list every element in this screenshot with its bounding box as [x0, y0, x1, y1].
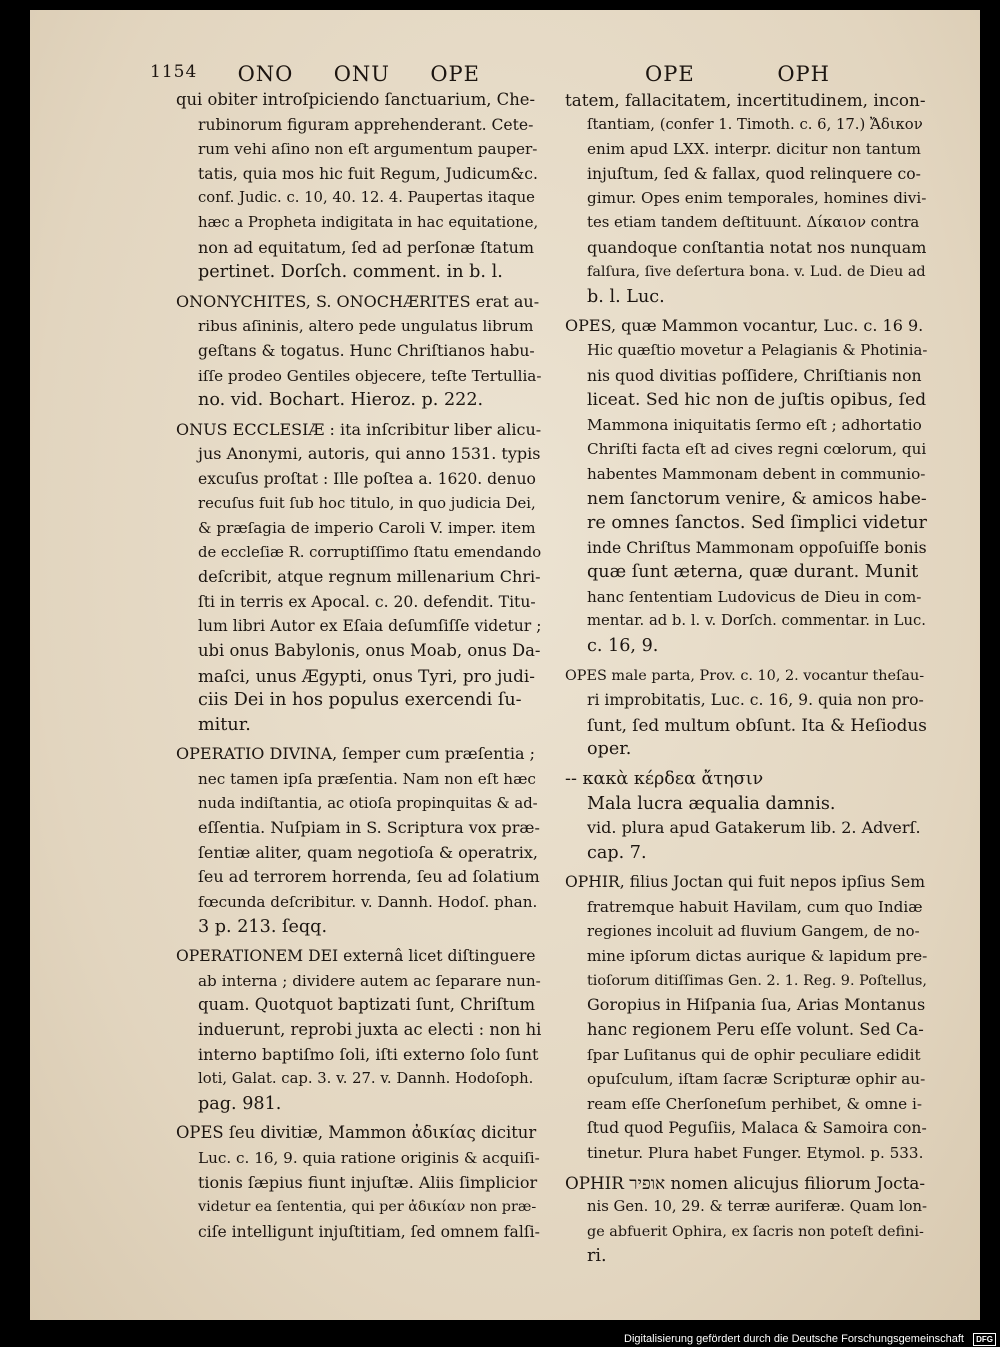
text-line: interno baptiſmo ſoli, iſti externo ſolo ſunt — [198, 1044, 539, 1064]
text-line: liceat. Sed hic non de juſtis opibus, ſed — [587, 390, 927, 411]
text-line: rubinorum figuram apprehenderant. Cete- — [198, 115, 534, 134]
text-line: ab interna ; dividere autem ac ſeparare nun- — [198, 971, 541, 990]
text-line: 3 p. 213. ſeqq. — [198, 916, 328, 937]
text-line: Hic quæſtio movetur a Pelagianis & Photinia- — [587, 341, 927, 359]
text-line: ri improbitatis, Luc. c. 16, 9. quia non pro- — [587, 691, 924, 710]
text-line: jus Anonymi, autoris, qui anno 1531. typis — [198, 444, 541, 464]
text-line: ſentiæ aliter, quam negotioſa & operatrix, — [198, 842, 538, 862]
text-line: ONONYCHITES, S. ONOCHÆRITES erat au- — [176, 291, 540, 311]
text-line: recuſus fuit ſub hoc titulo, in quo judicia Dei, — [198, 494, 536, 512]
dictionary-entry — [565, 767, 927, 865]
text-line: eſſentia. Nuſpiam in S. Scriptura vox præ- — [198, 818, 540, 838]
text-line: fratremque habuit Havilam, cum quo Indiæ — [587, 898, 923, 916]
text-line: nuda indiſtantia, ac otioſa propinquitas & ad- — [198, 794, 538, 812]
text-line: ſunt, ſed multum obſunt. Ita & Heſiodus — [587, 714, 927, 735]
text-line: pertinet. Dorſch. comment. in b. l. — [198, 262, 503, 283]
text-line: tionis ſæpius fiunt injuſtæ. Aliis ſimplicior — [198, 1172, 538, 1192]
dictionary-entry — [176, 742, 541, 939]
text-line: geſtans & togatus. Hunc Chriſtianos habu- — [198, 341, 535, 360]
text-line: hanc regionem Peru eſſe volunt. Sed Ca- — [587, 1019, 924, 1039]
text-line: habentes Mammonam debent in communio- — [587, 464, 926, 483]
text-line: hæc a Propheta indigitata in hac equitatione, — [198, 213, 539, 231]
text-line: Goropius in Hiſpania ſua, Arias Montanus — [587, 995, 926, 1015]
header-word: ONO — [237, 62, 294, 86]
dictionary-entry — [176, 1121, 541, 1244]
header-word: OPH — [777, 62, 830, 86]
text-line: Luc. c. 16, 9. quia ratione originis & acquiſi- — [198, 1148, 540, 1167]
text-line: loti, Galat. cap. 3. v. 27. v. Dannh. Hodoſoph. — [198, 1070, 534, 1088]
text-line: induerunt, reprobi juxta ac electi : non hi — [198, 1019, 541, 1039]
text-line: ſtantiam, (confer 1. Timoth. c. 6, 17.) Ἄδικον — [587, 115, 923, 133]
text-line: OPES, quæ Mammon vocantur, Luc. c. 16 9. — [565, 316, 924, 336]
text-line: OPHIR, filius Joctan qui fuit nepos ipſius Sem — [565, 873, 926, 892]
text-line: tioſorum ditiſſimas Gen. 2. 1. Reg. 9. Poſtellus, — [587, 972, 927, 989]
text-line: tatis, quia mos hic fuit Regum, Judicum&c. — [198, 164, 538, 183]
text-line: ciis Dei in hos populus exercendi ſu- — [198, 690, 522, 711]
text-line: falſura, ſive deſertura bona. v. Lud. de Dieu ad — [587, 264, 926, 281]
text-line: deſcribit, atque regnum millenarium Chri- — [198, 567, 541, 587]
text-line: ribus aſininis, altero pede ungulatus librum — [198, 317, 534, 336]
header-word: OPE — [430, 62, 480, 86]
dictionary-entry — [565, 870, 927, 1165]
text-line: & præſagia de imperio Caroli V. imper. item — [198, 519, 536, 538]
text-line: no. vid. Bochart. Hieroz. p. 222. — [198, 390, 484, 411]
text-line: Mala lucra æqualia damnis. — [587, 793, 836, 814]
text-line: conf. Judic. c. 10, 40. 12. 4. Paupertas itaque — [198, 189, 535, 207]
dictionary-entry — [565, 314, 927, 658]
text-line: videtur ea ſententia, qui per ἀδικίαν non præ- — [198, 1199, 537, 1216]
dfg-logo: DFG — [973, 1333, 996, 1346]
text-line: oper. — [587, 739, 632, 760]
text-line: nis Gen. 10, 29. & terræ auriferæ. Quam lon- — [587, 1198, 927, 1216]
text-line: iſſe prodeo Gentiles objecere, teſte Tertullia- — [198, 366, 541, 385]
text-line: Mammona iniquitatis ſermo eſt ; adhortatio — [587, 415, 922, 434]
dictionary-entry — [176, 290, 541, 413]
text-line: ream eſſe Cherſoneſum perhibet, & omne i- — [587, 1094, 922, 1113]
text-line: opuſculum, iſtam ſacræ Scripturæ ophir au- — [587, 1070, 926, 1089]
text-line: regiones incoluit ad fluvium Gangem, de no- — [587, 922, 920, 940]
right-text-column — [565, 88, 927, 1274]
text-line: tatem, fallacitatem, incertitudinem, incon- — [565, 90, 926, 110]
text-line: ſtud quod Peguſiis, Malaca & Samoira con- — [587, 1119, 927, 1138]
text-line: OPERATIO DIVINA, ſemper cum præſentia ; — [176, 744, 535, 764]
digitization-footer — [0, 1331, 1000, 1347]
dictionary-entry — [176, 944, 541, 1116]
text-line: inde Chriſtus Mammonam oppoſuiſſe bonis — [587, 538, 927, 557]
text-line: OPES ſeu divitiæ, Mammon ἀδικίας dicitur — [176, 1123, 537, 1143]
left-text-column — [176, 88, 541, 1249]
dictionary-entry — [565, 664, 927, 762]
text-line: vid. plura apud Gatakerum lib. 2. Adverſ. — [587, 818, 921, 838]
text-line: ſti in terris ex Apocal. c. 20. defendit. Titu- — [198, 592, 536, 611]
text-line: ubi onus Babylonis, onus Moab, onus Da- — [198, 641, 541, 661]
text-line: cap. 7. — [587, 842, 647, 863]
text-line: enim apud LXX. interpr. dicitur non tantum — [587, 140, 921, 159]
text-line: OPES male parta, Prov. c. 10, 2. vocantur theſau- — [565, 667, 925, 684]
text-line: maſci, unus Ægypti, onus Tyri, pro judi- — [198, 665, 535, 686]
text-line: nem ſanctorum venire, & amicos habe- — [587, 488, 927, 509]
text-line: ſpar Luſitanus qui de ophir peculiare edidit — [587, 1045, 921, 1064]
text-line: non ad equitatum, ſed ad perſonæ ſtatum — [198, 237, 535, 257]
text-line: qui obiter introſpiciendo ſanctuarium, Che- — [176, 90, 535, 109]
text-line: tinetur. Plura habet Funger. Etymol. p. 533. — [587, 1143, 924, 1162]
text-line: ge abfuerit Ophira, ex ſacris non poteſt defini- — [587, 1223, 924, 1240]
text-line: quandoque conſtantia notat nos nunquam — [587, 237, 927, 257]
text-line: fœcunda deſcribitur. v. Dannh. Hodoſ. phan. — [198, 893, 538, 911]
text-line: nis quod divitias poſſidere, Chriſtianis non — [587, 366, 922, 385]
text-line: lum libri Autor ex Eſaia deſumſiſſe videtur ; — [198, 617, 541, 636]
dictionary-entry — [565, 88, 927, 309]
text-line: mitur. — [198, 714, 251, 735]
text-line: OPHIR אופיר nomen alicujus filiorum Jocta- — [565, 1172, 925, 1193]
text-line: ciſe intelligunt injuſtitiam, ſed omnem falſi- — [198, 1222, 540, 1241]
footer-credit: Digitalisierung gefördert durch die Deutsche Forschungsgemeinschaft — [624, 1333, 964, 1345]
text-line: ſeu ad terrorem horrenda, ſeu ad ſolatium — [198, 867, 540, 887]
text-line: de eccleſiæ R. corruptiſſimo ſtatu emendando — [198, 543, 541, 561]
text-line: quam. Quotquot baptizati ſunt, Chriſtum — [198, 995, 536, 1015]
text-line: injuſtum, ſed & fallax, quod relinquere co- — [587, 164, 921, 183]
dictionary-entry — [176, 88, 541, 285]
text-line: quæ ſunt æterna, quæ durant. Munit — [587, 562, 919, 583]
page-number: 1154 — [150, 62, 198, 82]
text-line: mentar. ad b. l. v. Dorſch. commentar. in Luc. — [587, 612, 926, 630]
text-line: gimur. Opes enim temporales, homines divi- — [587, 189, 927, 208]
text-line: -- κακὰ κέρδεα ἄτησιν — [565, 769, 764, 790]
text-line: re omnes ſanctos. Sed ſimplici videtur — [587, 513, 927, 534]
header-word: OPE — [645, 62, 695, 86]
text-line: Chriſti facta eſt ad cives regni cœlorum, qui — [587, 440, 927, 459]
text-line: excuſus proſtat : Ille poſtea a. 1620. denuo — [198, 469, 536, 488]
text-line: nec tamen ipſa præſentia. Nam non eſt hæc — [198, 770, 536, 789]
text-line: hanc ſententiam Ludovicus de Dieu in com- — [587, 587, 922, 606]
text-line: b. l. Luc. — [587, 286, 665, 307]
dictionary-entry — [176, 418, 541, 738]
text-line: ONUS ECCLESIÆ : ita inſcribitur liber alicu- — [176, 419, 541, 439]
text-line: pag. 981. — [198, 1093, 282, 1114]
text-line: ri. — [587, 1246, 607, 1267]
header-word: ONU — [333, 62, 390, 86]
text-line: c. 16, 9. — [587, 636, 659, 657]
text-line: OPERATIONEM DEI externâ licet diſtinguere — [176, 947, 536, 966]
dictionary-entry — [565, 1171, 927, 1269]
text-line: rum vehi aſino non eſt argumentum pauper- — [198, 140, 538, 159]
text-line: tes etiam tandem deſtituunt. Δίκαιον contra — [587, 213, 920, 231]
text-line: mine ipſorum dictas aurique & lapidum pre- — [587, 947, 927, 966]
